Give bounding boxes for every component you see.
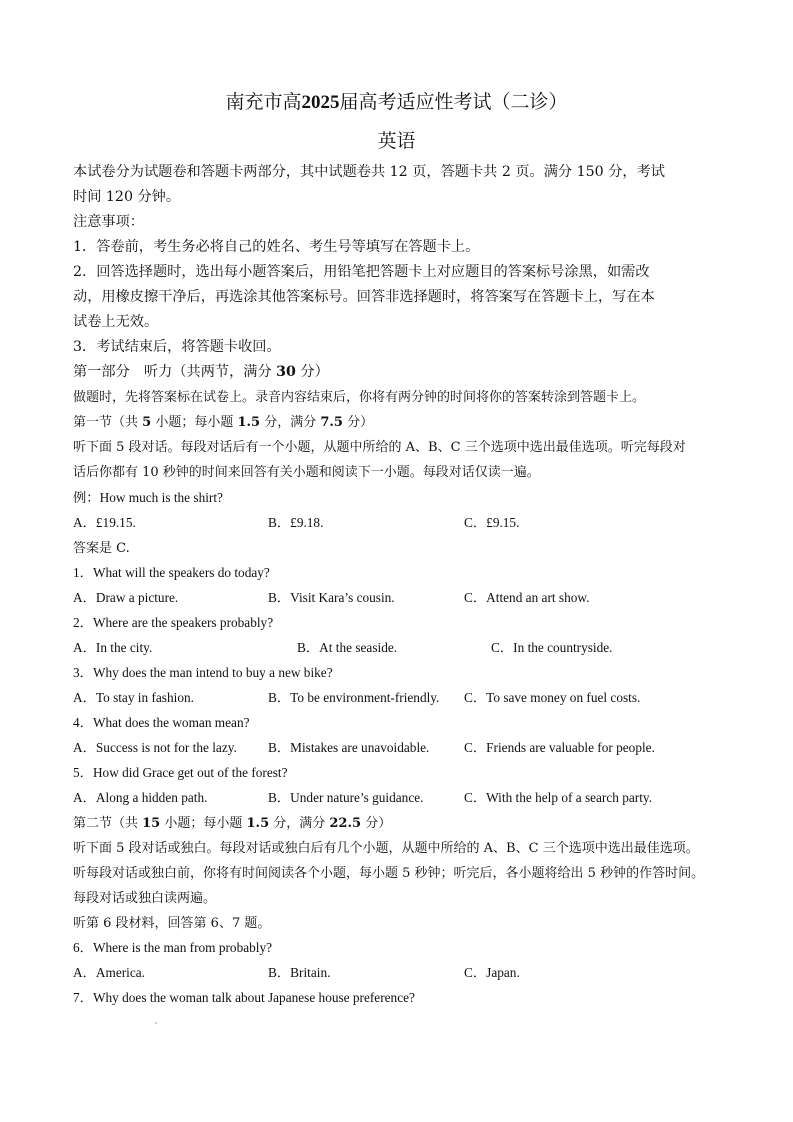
section2-instruction-line-2: 听每段对话或独白前，你将有时间阅读各个小题，每小题 5 秒钟；听完后，各小题将给出 5 秒钟的作答时间。 [73,866,705,881]
intro-line-2: 时间 120 分钟。 [73,189,181,205]
q3-option-c: C．To save money on fuel costs. [464,690,641,705]
q1-option-b: B．Visit Kara’s cousin. [268,590,395,605]
question-4: 4．What does the woman mean? [73,715,250,730]
part1-heading: 第一部分 听力（共两节，满分 30 分） [73,364,329,380]
q4-option-a: A．Success is not for the lazy. [73,740,237,755]
scan-speck [155,1022,157,1024]
q4-option-b: B．Mistakes are unavoidable. [268,740,430,755]
material-6-heading: 听第 6 段材料，回答第 6、7 题。 [73,916,271,931]
q2-option-c: C．In the countryside. [491,640,613,655]
q2-option-b: B．At the seaside. [297,640,398,655]
section2-instruction-line-1: 听下面 5 段对话或独白。每段对话或独白后有几个小题，从题中所给的 A、B、C 三个选项中选出最佳选项。 [73,841,699,856]
question-7: 7．Why does the woman talk about Japanese house preference? [73,990,415,1005]
question-2: 2．Where are the speakers probably? [73,615,274,630]
example-option-b: B．£9.18. [268,515,324,530]
exam-title: 南充市高2025届高考适应性考试（二诊） [225,91,568,113]
question-3: 3．Why does the man intend to buy a new bike? [73,665,333,680]
q5-option-c: C．With the help of a search party. [464,790,653,805]
question-1: 1．What will the speakers do today? [73,565,270,580]
q6-option-a: A．America. [73,965,145,980]
section1-heading: 第一节（共 5 小题；每小题 1.5 分，满分 7.5 分） [73,415,374,430]
section1-instruction-line-1: 听下面 5 段对话。每段对话后有一个小题，从题中所给的 A、B、C 三个选项中选出最佳选项。听完每段对 [73,440,686,455]
q5-option-b: B．Under nature’s guidance. [268,790,424,805]
note-2-line-2: 动，用橡皮擦干净后，再选涂其他答案标号。回答非选择题时，将答案写在答题卡上，写在本 [73,289,655,305]
q6-option-c: C．Japan. [464,965,520,980]
section1-instruction-line-2: 话后你都有 10 秒钟的时间来回答有关小题和阅读下一小题。每段对话仅读一遍。 [73,465,540,480]
example-option-c: C．£9.15. [464,515,520,530]
intro-line-1: 本试卷分为试题卷和答题卡两部分，其中试题卷共 12 页，答题卡共 2 页。满分 150 分，考试 [73,164,665,180]
example-question: 例：How much is the shirt? [73,490,223,505]
part1-instruction: 做题时，先将答案标在试卷上。录音内容结束后，你将有两分钟的时间将你的答案转涂到答题卡上。 [73,390,646,405]
subject-title: 英语 [377,130,416,152]
notes-heading: 注意事项： [73,214,144,230]
q5-option-a: A．Along a hidden path. [73,790,208,805]
note-1: 1．答卷前，考生务必将自己的姓名、考生号等填写在答题卡上。 [73,239,480,255]
example-answer: 答案是 C. [73,541,130,556]
question-5: 5．How did Grace get out of the forest? [73,765,288,780]
q2-option-a: A．In the city. [73,640,153,655]
note-2-line-1: 2．回答选择题时，选出每小题答案后，用铅笔把答题卡上对应题目的答案标号涂黑，如需改 [73,264,650,280]
q3-option-a: A．To stay in fashion. [73,690,194,705]
note-2-line-3: 试卷上无效。 [73,314,159,330]
q4-option-c: C．Friends are valuable for people. [464,740,655,755]
section2-heading: 第二节（共 15 小题；每小题 1.5 分，满分 22.5 分） [73,816,392,831]
q6-option-b: B．Britain. [268,965,331,980]
q3-option-b: B．To be environment-friendly. [268,690,440,705]
q1-option-c: C．Attend an art show. [464,590,590,605]
section2-instruction-line-3: 每段对话或独白读两遍。 [73,891,217,906]
exam-year: 2025 [301,92,340,113]
example-option-a: A．£19.15. [73,515,136,530]
q1-option-a: A．Draw a picture. [73,590,179,605]
note-3: 3．考试结束后，将答题卡收回。 [73,339,281,355]
question-6: 6．Where is the man from probably? [73,940,273,955]
